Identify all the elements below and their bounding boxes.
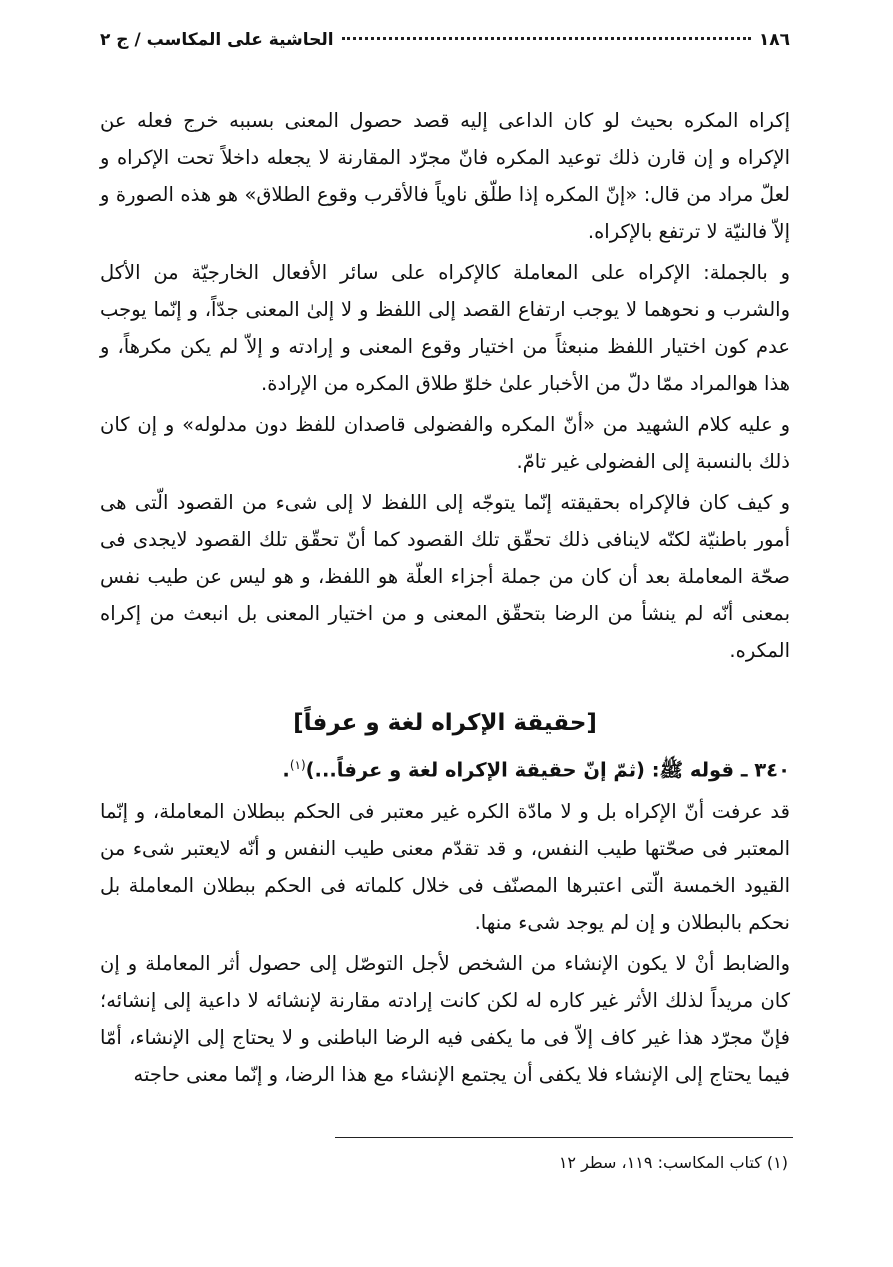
footnote-divider <box>335 1137 793 1138</box>
footnote: (١) كتاب المكاسب: ١١٩، سطر ١٢ <box>558 1153 788 1172</box>
paragraph-6: والضابط أنْ لا يكون الإنشاء من الشخص لأجل التوصّل إلى حصول أثر المعاملة و إن كان مريداً لذلك الأثر غير كاره له لكن كانت إرادته مقارنة لإنشائه لا داعية إلى إنشائه؛ فإنّ مجرّد هذا غير كاف إلاّ فى ما يكفى فيه الرضا الباطنى و لا يحتاج إلى الإنشاء، أمّا فيما يحتاج إلى الإنشاء فلا يكفى أن يجتمع الإنشاء مع هذا الرضا، و إنّما معنى حاجته <box>100 951 790 1086</box>
paragraph-4: و كيف كان فالإكراه بحقيقته إنّما يتوجّه إلى اللفظ لا إلى شىء من القصود الّتى هى أمور باطنيّة لكنّه لاينافى ذلك تحقّق تلك القصود كما أنّ تحقّق تلك القصود لايجدى فى صحّة المعاملة بعد أن كان من جملة أجزاء العلّة هو اللفظ، و هو ليس عن طيب نفس بمعنى أنّه لم ينشأ من الرضا بتحقّق المعنى و من اختيار المعنى بل انبعث من إكراه المكره. <box>100 491 790 662</box>
paragraph-1: إكراه المكره بحيث لو كان الداعى إليه قصد حصول المعنى بسببه خرج فعله عن الإكراه و إن قارن ذلك توعيد المكره فانّ مجرّد المقارنة لا يجعله داخلاً تحت الإكراه و لعلّ مراد من قال: «إنّ المكره إذا طلّق ناوياً فالأقرب وقوع الطلاق» هو هذه الصورة و إلاّ فالنيّة لا ترتفع بالإكراه. <box>100 109 790 243</box>
running-header <box>100 30 790 64</box>
page-number: ١٨٦ <box>758 30 790 50</box>
running-title: الحاشية على المكاسب / ج ٢ <box>100 30 334 50</box>
paragraph-5: قد عرفت أنّ الإكراه بل و لا مادّة الكره غير معتبر فى الحكم ببطلان المعاملة، و إنّما المعتبر فى صحّتها طيب النفس، و قد تقدّم معنى طيب النفس و أنّه لايعتبر شىء من القيود الخمسة الّتى اعتبرها المصنّف فى خلال كلماته فى الحكم ببطلان المعاملة بل نحكم بالبطلان و إن لم يوجد شىء منها. <box>100 799 790 934</box>
footnote-marker: (١) <box>289 758 306 772</box>
header-dot-leader <box>342 37 751 40</box>
quote-text: ٣٤٠ ـ قوله ﷺ: (ثمّ إنّ حقيقة الإكراه لغة و عرفاً...) <box>305 758 790 782</box>
paragraph-2: و بالجملة: الإكراه على المعاملة كالإكراه على سائر الأفعال الخارجيّة من الأكل والشرب و نحوهما لا يوجب ارتفاع القصد إلى اللفظ و لا إلىٰ المعنى جدّاً، و إنّما يوجب عدم كون اختيار اللفظ منبعثاً من اختيار وقوع المعنى و إرادته و إلاّ لم يكن مكرهاً، و هذا هوالمراد ممّا دلّ من الأخبار علىٰ خلوّ طلاق المكره من الإرادة. <box>100 261 790 395</box>
page-body <box>100 30 790 1097</box>
paragraph-3: و عليه كلام الشهيد من «أنّ المكره والفضولى قاصدان للفظ دون مدلوله» و إن كان ذلك بالنسبة إلى الفضولى غير تامّ. <box>100 413 790 473</box>
commentary-quote <box>100 747 790 789</box>
quote-end: . <box>282 758 290 782</box>
section-heading: [حقيقة الإكراه لغة و عرفاً] <box>293 710 597 736</box>
